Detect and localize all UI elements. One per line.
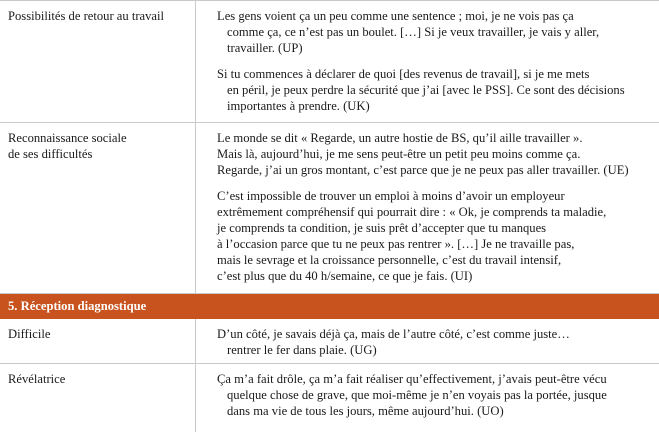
quote-line: Ça m’a fait drôle, ça m’a fait réaliser qu’effectivement, j’avais peut-être vécu (217, 372, 607, 386)
quote-line: en péril, je peux perdre la sécurité que j’ai [avec le PSS]. Ce sont des décisions (227, 83, 625, 97)
table-row (0, 364, 659, 432)
category-cell (0, 123, 196, 293)
quote-line: je comprends ta condition, je suis prêt d’accepter que tu manques (217, 221, 547, 235)
quote-line: quelque chose de grave, que moi-même je n’en voyais pas la portée, jusque (227, 388, 607, 402)
category-label: Reconnaissance sociale (8, 131, 127, 145)
quote-block (217, 130, 647, 178)
quotes-cell (196, 1, 659, 122)
category-label: de ses difficultés (8, 147, 93, 161)
quote-block (217, 326, 647, 358)
quote-line: mais le sevrage et la croissance personnelle, c’est du travail intensif, (217, 253, 562, 267)
quote-line: à l’occasion parce que tu ne peux pas rentrer ». […] Je ne travaille pas, (217, 237, 575, 251)
quote-line: D’un côté, je savais déjà ça, mais de l’autre côté, c’est comme juste… (217, 327, 570, 341)
quote-line: Le monde se dit « Regarde, un autre hostie de BS, qu’il aille travailler ». (217, 131, 583, 145)
section-header: 5. Réception diagnostique (0, 294, 659, 319)
quotes-cell (196, 123, 659, 293)
table-row (0, 123, 659, 294)
quote-line: Regarde, j’ai un gros montant, c’est parce que je ne peux pas aller travailler. (UE) (217, 163, 629, 177)
table-row (0, 0, 659, 123)
quote-line: Les gens voient ça un peu comme une sentence ; moi, je ne vois pas ça (217, 9, 574, 23)
quote-line: comme ça, ce n’est pas un boulet. […] Si je veux travailler, je vais y aller, (227, 25, 600, 39)
category-cell (0, 364, 196, 432)
quote-line: dans ma vie de tous les jours, même aujourd’hui. (UO) (227, 404, 504, 418)
quote-block (217, 371, 647, 419)
quote-line: extrêmement compréhensif qui pourrait dire : « Ok, je comprends ta maladie, (217, 205, 607, 219)
quote-line: importantes à prendre. (UK) (227, 99, 370, 113)
quote-line: rentrer le fer dans plaie. (UG) (227, 343, 377, 357)
quote-line: Si tu commences à déclarer de quoi [des revenus de travail], si je me mets (217, 67, 590, 81)
quote-block (217, 66, 647, 114)
category-label: Possibilités de retour au travail (8, 9, 164, 23)
quotes-cell (196, 319, 659, 363)
quote-line: c’est plus que du 40 h/semaine, ce que je fais. (UI) (217, 269, 473, 283)
category-cell (0, 319, 196, 363)
category-label: Difficile (8, 327, 51, 341)
quote-line: Mais là, aujourd’hui, je me sens peut-être un petit peu moins comme ça. (217, 147, 581, 161)
quote-line: travailler. (UP) (227, 41, 303, 55)
category-cell (0, 1, 196, 122)
quote-block (217, 8, 647, 56)
table-row (0, 319, 659, 364)
quote-block (217, 188, 647, 284)
quotes-cell (196, 364, 659, 432)
category-label: Révélatrice (8, 372, 66, 386)
quote-line: C’est impossible de trouver un emploi à moins d’avoir un employeur (217, 189, 565, 203)
